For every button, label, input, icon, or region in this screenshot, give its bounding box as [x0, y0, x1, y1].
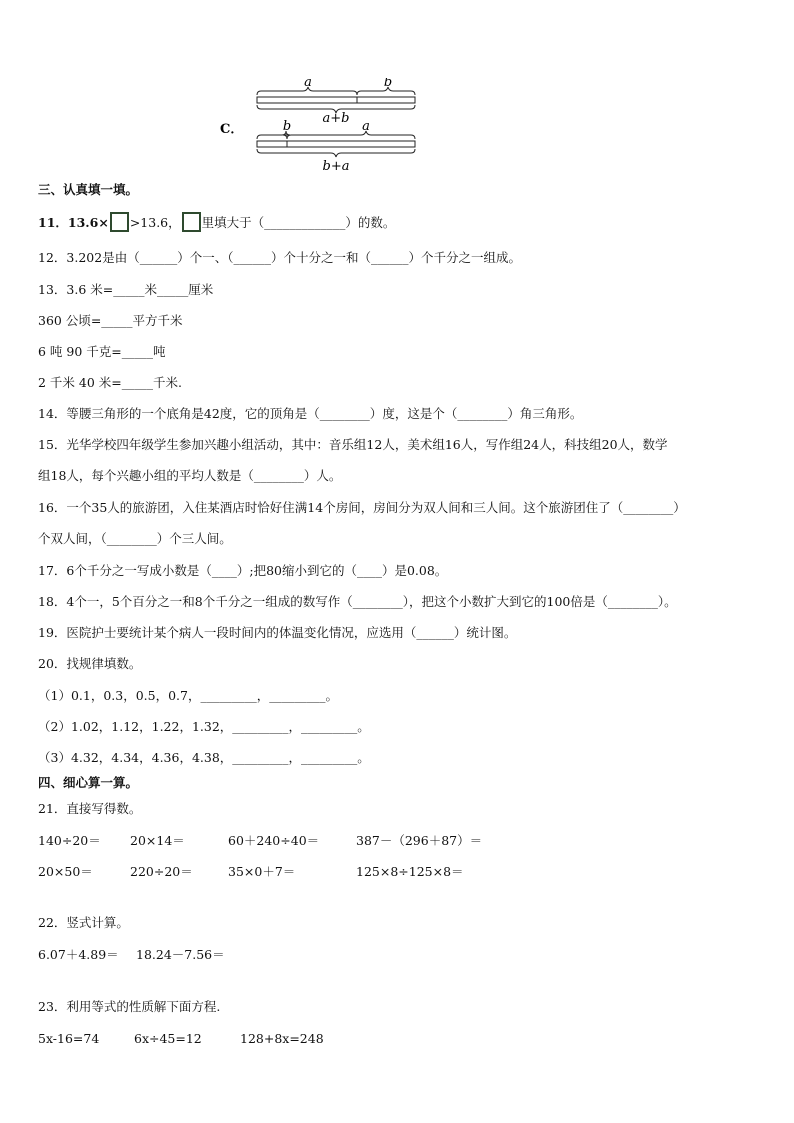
question-20-item-2: （2）1.02，1.12，1.22，1.32，_________，_________。 [38, 719, 370, 734]
question-22-items [38, 947, 774, 963]
question-11 [38, 212, 774, 232]
label-b-bottom: b [282, 119, 292, 134]
question-21-row-1 [38, 833, 774, 849]
label-a-top: a [304, 78, 312, 90]
question-13-line-3: 6 吨 90 千克=_____吨 [38, 344, 166, 359]
section-3-heading: 三、认真填一填。 [38, 182, 139, 197]
q11-part3: 里填大于（_____________）的数。 [201, 215, 396, 230]
question-21-row-2 [38, 864, 774, 880]
calc-item: 387－（296＋87）＝ [356, 833, 483, 848]
question-16-line-1: 16．一个35人的旅游团，入住某酒店时恰好住满14个房间，房间分为双人间和三人间。这个旅游团住了（________） [38, 500, 686, 515]
equation-item: 5x-16=74 [38, 1031, 100, 1046]
calc-item: 35×0＋7＝ [228, 864, 296, 879]
question-14: 14．等腰三角形的一个底角是42度，它的顶角是（________）度，这是个（________）角三角形。 [38, 406, 583, 421]
brace-sum-bottom [257, 149, 415, 157]
question-19: 19．医院护士要统计某个病人一段时间内的体温变化情况，应选用（______）统计图。 [38, 625, 517, 640]
question-15-line-1: 15．光华学校四年级学生参加兴趣小组活动，其中：音乐组12人，美术组16人，写作组24人，科技组20人，数学 [38, 437, 668, 452]
calc-item: 60＋240÷40＝ [228, 833, 320, 848]
question-12: 12．3.202是由（______）个一、（______）个十分之一和（______）个千分之一组成。 [38, 250, 521, 265]
calc-item: 125×8÷125×8＝ [356, 864, 464, 879]
label-b-top: b [383, 78, 393, 90]
calc-item: 140÷20＝ [38, 833, 101, 848]
q11-part2: >13.6， [129, 215, 181, 230]
q11-blank-box-ref [182, 212, 201, 232]
calc-item: 18.24－7.56＝ [136, 947, 225, 962]
bottom-bar [257, 119, 415, 174]
label-sum-top: a+b [322, 111, 350, 126]
calc-item: 20×14＝ [130, 833, 185, 848]
segment-diagram [220, 78, 430, 176]
question-13-line-1: 13．3.6 米=_____米_____厘米 [38, 282, 214, 297]
question-18: 18．4个一，5个百分之一和8个千分之一组成的数写作（________），把这个小数扩大到它的100倍是（________）。 [38, 594, 677, 609]
option-c-label: C． [220, 122, 244, 137]
question-20-item-3: （3）4.32，4.34，4.36，4.38，_________，_________。 [38, 750, 370, 765]
label-a-bottom: a [362, 119, 370, 134]
question-22-title: 22．竖式计算。 [38, 915, 129, 930]
question-23-items [38, 1031, 774, 1047]
question-21-title: 21．直接写得数。 [38, 801, 142, 816]
brace-a-bottom [287, 131, 415, 139]
calc-item: 220÷20＝ [130, 864, 193, 879]
calc-item: 6.07＋4.89＝ [38, 947, 119, 962]
question-15-line-2: 组18人，每个兴趣小组的平均人数是（________）人。 [38, 468, 342, 483]
question-20-item-1: （1）0.1，0.3，0.5，0.7，_________，_________。 [38, 688, 338, 703]
question-13-line-4: 2 千米 40 米=_____千米. [38, 375, 182, 390]
section-4-heading: 四、细心算一算。 [38, 775, 139, 790]
q11-part1: 11．13.6× [38, 215, 109, 230]
equation-item: 128+8x=248 [240, 1031, 324, 1046]
question-20-title: 20．找规律填数。 [38, 656, 142, 671]
calc-item: 20×50＝ [38, 864, 93, 879]
question-13-line-2: 360 公顷=_____平方千米 [38, 313, 183, 328]
equation-item: 6x÷45=12 [134, 1031, 202, 1046]
option-c-diagram [220, 78, 430, 176]
label-sum-bottom: b+a [322, 159, 350, 174]
question-17: 17．6个千分之一写成小数是（____）;把80缩小到它的（____）是0.08。 [38, 563, 448, 578]
question-23-title: 23．利用等式的性质解下面方程. [38, 999, 221, 1014]
question-16-line-2: 个双人间，（________）个三人间。 [38, 531, 232, 546]
top-bar [257, 78, 415, 126]
q11-blank-box[interactable] [110, 212, 129, 232]
